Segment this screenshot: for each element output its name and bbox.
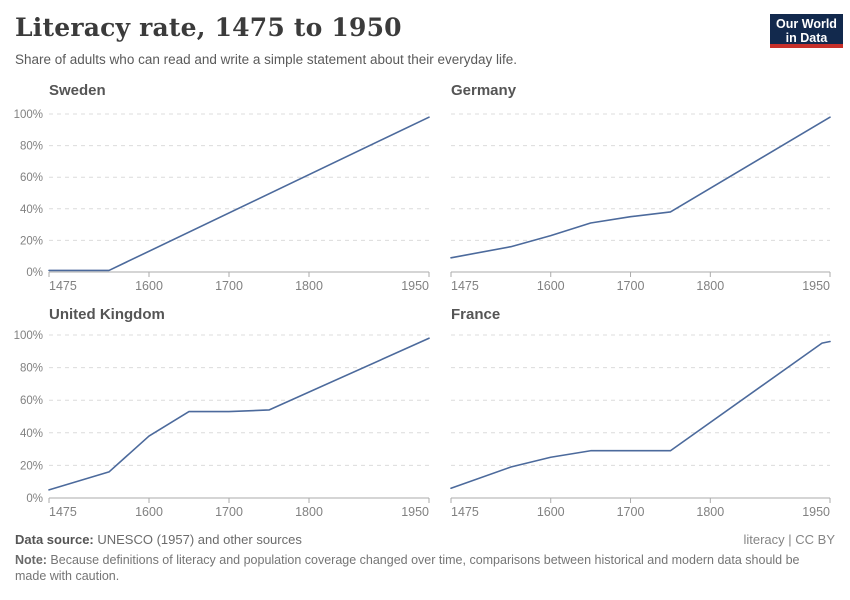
panel-title-united-kingdom: United Kingdom bbox=[49, 306, 165, 323]
x-axis-tick-label: 1475 bbox=[49, 505, 77, 519]
x-axis-tick-label: 1800 bbox=[295, 279, 323, 293]
page-subtitle: Share of adults who can read and write a simple statement about their everyday life. bbox=[15, 52, 518, 67]
y-axis-tick-label: 80% bbox=[19, 140, 43, 153]
data-source-label: Data source: bbox=[15, 532, 94, 547]
footnote-text: Because definitions of literacy and population coverage changed over time, comparisons between historical and modern data should be made with caution. bbox=[15, 553, 800, 583]
owid-logo[interactable] bbox=[770, 14, 843, 48]
y-axis-tick-label: 20% bbox=[19, 460, 43, 473]
panel-france bbox=[440, 306, 850, 530]
x-axis-tick-label: 1475 bbox=[451, 279, 479, 293]
page-title: Literacy rate, 1475 to 1950 bbox=[15, 13, 402, 42]
x-axis-tick-label: 1700 bbox=[215, 505, 243, 519]
x-axis-tick-label: 1800 bbox=[696, 279, 725, 293]
x-axis-tick-label: 1700 bbox=[215, 279, 243, 293]
panel-title-france: France bbox=[451, 306, 501, 323]
logo-line-2: in Data bbox=[785, 31, 828, 45]
x-axis-tick-label: 1475 bbox=[49, 279, 77, 293]
x-axis-tick-label: 1600 bbox=[536, 279, 565, 293]
y-axis-tick-label: 100% bbox=[13, 330, 43, 342]
line-series bbox=[451, 117, 830, 258]
chart-france[interactable] bbox=[440, 325, 850, 525]
panel-sweden bbox=[0, 82, 440, 306]
y-axis-tick-label: 40% bbox=[19, 203, 43, 216]
y-axis-tick-label: 80% bbox=[19, 362, 43, 375]
y-axis-tick-label: 40% bbox=[19, 427, 43, 440]
line-series bbox=[451, 342, 830, 489]
y-axis-tick-label: 60% bbox=[19, 395, 43, 408]
x-axis-tick-label: 1950 bbox=[401, 505, 429, 519]
x-axis-tick-label: 1700 bbox=[616, 279, 645, 293]
x-axis-tick-label: 1950 bbox=[802, 279, 830, 293]
x-axis-tick-label: 1475 bbox=[451, 505, 479, 519]
x-axis-tick-label: 1800 bbox=[696, 505, 725, 519]
chart-germany[interactable] bbox=[440, 104, 850, 300]
y-axis-tick-label: 0% bbox=[26, 493, 43, 505]
x-axis-tick-label: 1600 bbox=[135, 505, 163, 519]
panel-title-sweden: Sweden bbox=[49, 82, 106, 99]
x-axis-tick-label: 1950 bbox=[401, 279, 429, 293]
footnote bbox=[15, 553, 820, 584]
x-axis-tick-label: 1700 bbox=[616, 505, 645, 519]
y-axis-tick-label: 60% bbox=[19, 172, 43, 185]
chart-united-kingdom[interactable] bbox=[0, 325, 440, 525]
rights-license[interactable]: literacy | CC BY bbox=[743, 532, 835, 547]
panel-germany bbox=[440, 82, 850, 306]
data-source-text: UNESCO (1957) and other sources bbox=[93, 532, 302, 547]
x-axis-tick-label: 1800 bbox=[295, 505, 323, 519]
panel-title-germany: Germany bbox=[451, 82, 517, 99]
data-source-row bbox=[15, 532, 302, 547]
y-axis-tick-label: 20% bbox=[19, 235, 43, 248]
x-axis-tick-label: 1600 bbox=[536, 505, 565, 519]
panel-united-kingdom bbox=[0, 306, 440, 530]
chart-sweden[interactable] bbox=[0, 104, 440, 300]
x-axis-tick-label: 1600 bbox=[135, 279, 163, 293]
logo-line-1: Our World bbox=[776, 17, 837, 31]
line-series bbox=[49, 117, 429, 270]
x-axis-tick-label: 1950 bbox=[802, 505, 830, 519]
y-axis-tick-label: 100% bbox=[13, 109, 43, 121]
footnote-label: Note: bbox=[15, 553, 47, 567]
y-axis-tick-label: 0% bbox=[26, 267, 43, 279]
line-series bbox=[49, 338, 429, 490]
